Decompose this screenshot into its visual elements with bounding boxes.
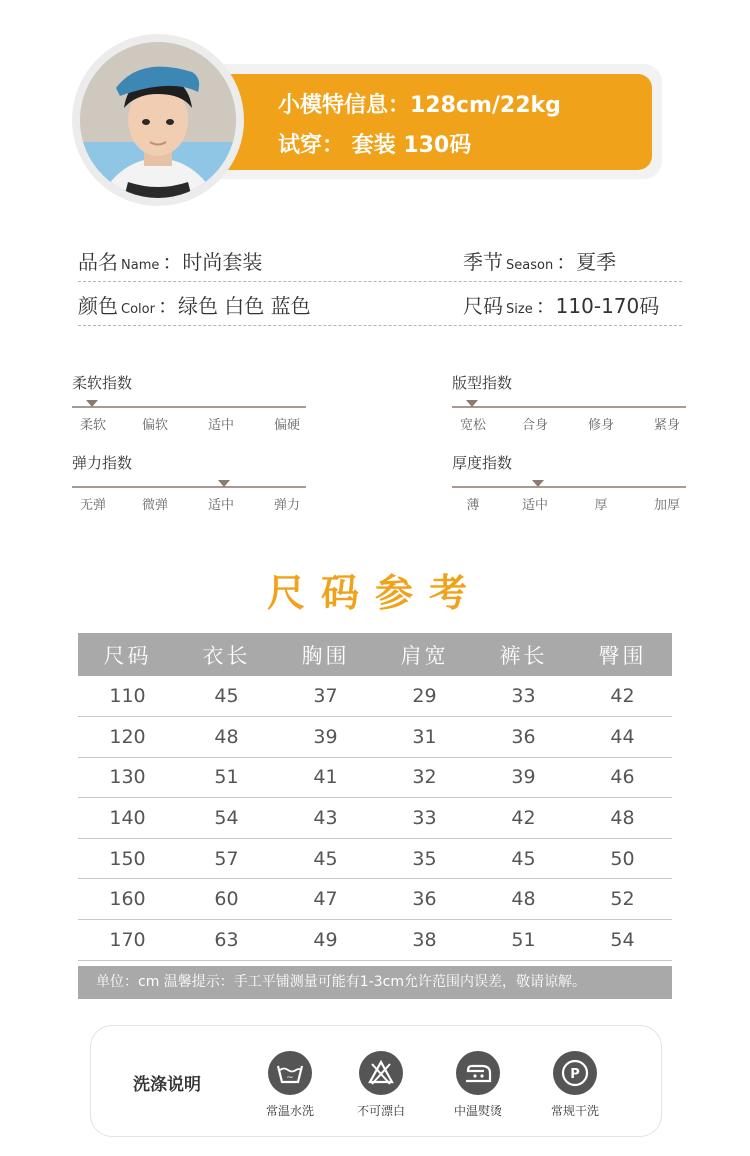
table-cell: 49 (276, 920, 375, 961)
table-cell: 140 (78, 798, 177, 839)
index-line (452, 486, 686, 488)
product-color: 颜色 Color ：绿色 白色 蓝色 (78, 294, 311, 318)
table-cell: 31 (375, 717, 474, 758)
table-cell: 52 (573, 879, 672, 920)
washing-label: 常温水洗 (265, 1104, 314, 1118)
index-title: 版型指数 (452, 374, 513, 392)
index-label: 适中 (207, 498, 234, 513)
table-cell: 57 (177, 838, 276, 879)
index-line (72, 406, 306, 408)
table-cell: 38 (375, 920, 474, 961)
table-row (78, 920, 672, 961)
index-label: 无弹 (79, 498, 106, 513)
washing-title: 洗涤说明 (133, 1075, 201, 1095)
table-cell: 42 (573, 676, 672, 717)
table-cell: 36 (375, 879, 474, 920)
table-cell: 33 (474, 676, 573, 717)
dry-clean-icon (553, 1051, 597, 1095)
table-row (78, 757, 672, 798)
index-scale (452, 372, 688, 432)
table-cell: 39 (276, 717, 375, 758)
svg-text:~: ~ (286, 1073, 294, 1083)
index-label: 合身 (521, 418, 548, 433)
size-table (78, 633, 672, 961)
index-marker-icon (466, 400, 478, 407)
table-cell: 130 (78, 757, 177, 798)
index-marker-icon (86, 400, 98, 407)
index-scale (72, 452, 308, 512)
size-table-column-header: 胸围 (276, 633, 375, 676)
index-label: 偏软 (141, 418, 168, 433)
table-cell: 150 (78, 838, 177, 879)
index-label: 宽松 (459, 418, 486, 433)
no-bleach-icon (359, 1051, 403, 1095)
table-cell: 46 (573, 757, 672, 798)
index-label: 紧身 (653, 418, 680, 433)
index-label: 加厚 (653, 498, 680, 513)
table-cell: 37 (276, 676, 375, 717)
index-label: 柔软 (79, 418, 106, 433)
size-table-column-header: 尺码 (78, 633, 177, 676)
wash-tub-icon (268, 1051, 312, 1095)
index-label: 弹力 (273, 498, 300, 513)
index-label: 修身 (587, 418, 614, 433)
index-label: 适中 (207, 418, 234, 433)
try-on-text: 试穿： 套装 130码 (278, 133, 472, 158)
product-size: 尺码 Size ：110-170码 (463, 294, 660, 318)
size-table-header (78, 633, 672, 676)
table-cell: 45 (276, 838, 375, 879)
svg-text:P: P (570, 1067, 580, 1082)
table-cell: 32 (375, 757, 474, 798)
table-cell: 41 (276, 757, 375, 798)
size-table-column-header: 肩宽 (375, 633, 474, 676)
index-marker-icon (532, 480, 544, 487)
index-scale (452, 452, 688, 512)
table-cell: 54 (573, 920, 672, 961)
product-name: 品名 Name ：时尚套装 (78, 250, 263, 274)
size-table-note: 单位：cm 温馨提示：手工平铺测量可能有1-3cm允许范围内误差，敬请谅解。 (78, 966, 672, 999)
table-cell: 63 (177, 920, 276, 961)
washing-item (336, 1051, 426, 1119)
table-cell: 48 (474, 879, 573, 920)
index-title: 柔软指数 (72, 374, 133, 392)
table-row (78, 798, 672, 839)
table-row (78, 676, 672, 717)
washing-label: 不可漂白 (356, 1104, 405, 1118)
table-cell: 60 (177, 879, 276, 920)
model-avatar-photo (80, 42, 236, 198)
info-row-color-size (78, 282, 682, 326)
info-row-name-season (78, 238, 682, 282)
index-label: 薄 (466, 498, 480, 513)
table-cell: 48 (177, 717, 276, 758)
product-season: 季节 Season ：夏季 (463, 250, 617, 274)
table-cell: 43 (276, 798, 375, 839)
table-cell: 35 (375, 838, 474, 879)
table-cell: 110 (78, 676, 177, 717)
table-cell: 47 (276, 879, 375, 920)
washing-label: 常规干洗 (550, 1104, 599, 1118)
washing-item (433, 1051, 523, 1119)
size-table-column-header: 臀围 (573, 633, 672, 676)
index-label: 微弹 (141, 498, 168, 513)
model-info-text: 小模特信息：128cm/22kg (278, 93, 561, 118)
index-label: 适中 (521, 498, 548, 513)
table-cell: 48 (573, 798, 672, 839)
washing-item (530, 1051, 620, 1119)
table-cell: 120 (78, 717, 177, 758)
table-cell: 54 (177, 798, 276, 839)
table-cell: 51 (474, 920, 573, 961)
table-row (78, 717, 672, 758)
washing-label: 中温熨烫 (453, 1104, 502, 1118)
table-cell: 45 (474, 838, 573, 879)
index-title: 弹力指数 (72, 454, 133, 472)
table-cell: 44 (573, 717, 672, 758)
index-label: 偏硬 (273, 418, 300, 433)
table-cell: 42 (474, 798, 573, 839)
index-line (72, 486, 306, 488)
iron-icon (456, 1051, 500, 1095)
table-cell: 160 (78, 879, 177, 920)
index-label: 厚 (594, 498, 608, 513)
size-table-column-header: 衣长 (177, 633, 276, 676)
index-scale (72, 372, 308, 432)
size-chart-heading: 尺码参考 (266, 571, 483, 615)
index-marker-icon (218, 480, 230, 487)
table-cell: 170 (78, 920, 177, 961)
index-line (452, 406, 686, 408)
table-cell: 39 (474, 757, 573, 798)
table-cell: 29 (375, 676, 474, 717)
table-row (78, 879, 672, 920)
table-cell: 36 (474, 717, 573, 758)
table-cell: 51 (177, 757, 276, 798)
index-title: 厚度指数 (452, 454, 513, 472)
table-cell: 45 (177, 676, 276, 717)
size-table-column-header: 裤长 (474, 633, 573, 676)
washing-item (245, 1051, 335, 1119)
table-cell: 33 (375, 798, 474, 839)
table-cell: 50 (573, 838, 672, 879)
table-row (78, 838, 672, 879)
